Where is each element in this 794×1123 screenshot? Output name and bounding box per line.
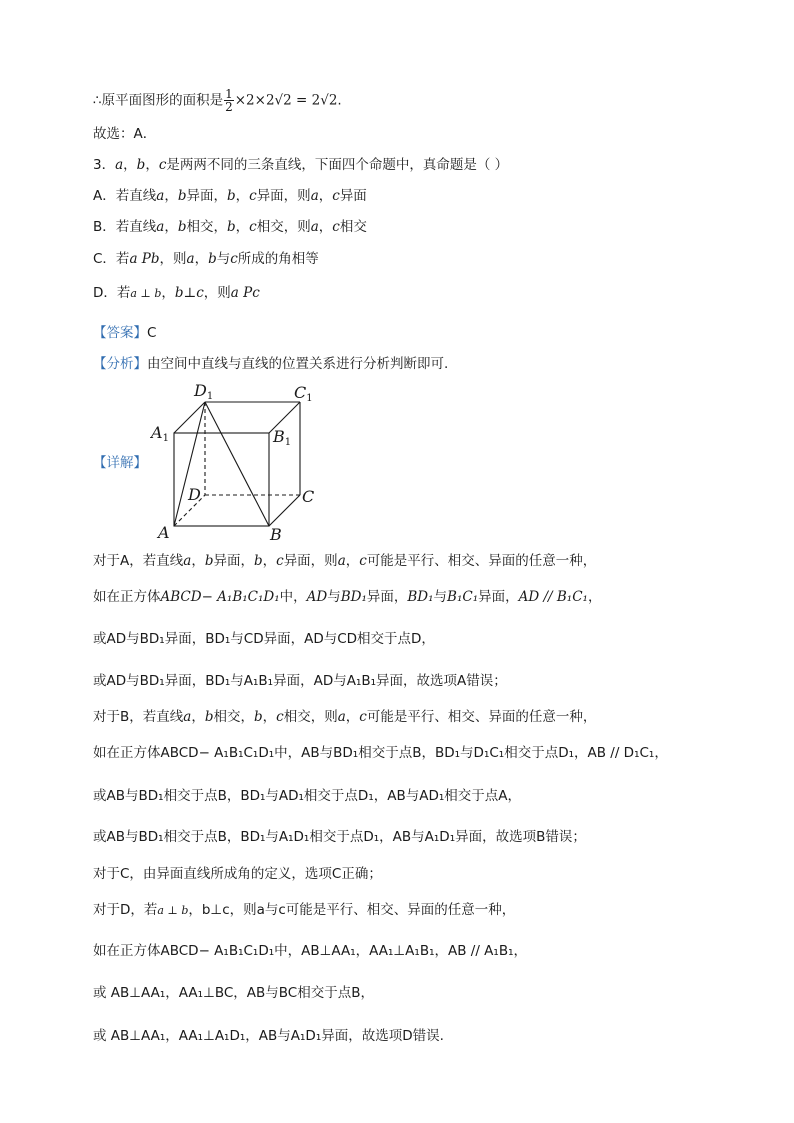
question-number: 3．	[93, 157, 116, 173]
var-a: a	[156, 188, 165, 204]
label-d: D	[188, 485, 201, 504]
edge-b-c	[269, 495, 300, 526]
text: 对于B，若直线	[93, 709, 184, 725]
edge-d1-b	[205, 402, 269, 526]
vector-perp: a ⊥ b	[157, 903, 189, 917]
var-c: c	[332, 219, 340, 235]
segment: B₁C₁	[447, 589, 479, 605]
var-c: c	[276, 709, 284, 725]
relation-a-b: a Pb	[129, 251, 160, 267]
text: ，	[587, 589, 602, 605]
solution-line-10	[93, 901, 515, 919]
solution-line-1: 对于A，若直线a，b异面，b，c异面，则a，c可能是平行、相交、异面的任意一种，	[93, 553, 597, 569]
vector-perp: a ⊥ b	[130, 286, 162, 300]
option-c-text-3: 所成的角相等	[237, 251, 319, 267]
text: 与	[327, 589, 341, 605]
option-a: A．若直线a，b异面，b，c异面，则a，c异面	[93, 188, 367, 204]
var-c: c	[359, 553, 367, 569]
solution-line-13: 或 AB⊥AA₁，AA₁⊥A₁D₁，AB与A₁D₁异面，故选项D错误.	[93, 1028, 444, 1044]
text: 与	[433, 589, 448, 605]
label-b1: B1	[273, 427, 292, 448]
var-b: b	[208, 251, 217, 267]
conclusion-text: ∴原平面图形的面积是	[93, 92, 224, 109]
option-b-label: B．若直线	[93, 219, 157, 235]
var-a: a	[115, 157, 124, 173]
area-conclusion-line	[93, 88, 342, 113]
var-b: b	[181, 903, 189, 917]
text: 可能是平行、相交、异面的任意一种，	[366, 553, 597, 569]
detail-tag: 【详解】	[93, 455, 147, 471]
segment: BD₁	[407, 589, 434, 605]
var-a: a	[337, 553, 346, 569]
option-a-text-1: 异面，	[186, 188, 227, 204]
var-a: a	[183, 709, 192, 725]
edge-a1-d1	[174, 402, 205, 433]
option-c-text-1: ，则	[159, 251, 187, 267]
label-b: B	[270, 525, 282, 544]
option-b-text-1: 相交，	[186, 219, 227, 235]
segment: BD₁	[340, 589, 367, 605]
var-a: a	[186, 251, 195, 267]
var-b: b	[253, 709, 263, 725]
edge-d1-a	[174, 402, 205, 526]
solution-line-5: 对于B，若直线a，b相交，b，c相交，则a，c可能是平行、相交、异面的任意一种，	[93, 709, 597, 725]
var-c: c	[359, 709, 367, 725]
detail-line	[93, 454, 147, 472]
analysis-line	[93, 355, 448, 373]
label-a1: A1	[151, 423, 169, 444]
cube-name: ABCD− A₁B₁C₁D₁	[160, 589, 280, 605]
option-d	[93, 284, 260, 302]
var-b: b	[204, 709, 214, 725]
text: 异面，	[213, 553, 254, 569]
var-c: c	[249, 188, 257, 204]
option-d-label: D．若	[93, 285, 131, 301]
text: 对于A，若直线	[93, 553, 184, 569]
question-3-stem: 3．a，b，c是两两不同的三条直线，下面四个命题中，真命题是（ ）	[93, 157, 509, 173]
solution-line-9: 对于C，由异面直线所成角的定义，选项C正确；	[93, 866, 382, 882]
period: .	[337, 92, 342, 109]
var-c: c	[276, 553, 284, 569]
relation-a-c: a Pc	[230, 285, 260, 301]
solution-line-3: 或AD与BD₁异面，BD₁与CD异面，AD与CD相交于点D，	[93, 631, 435, 647]
var-b: b	[253, 553, 263, 569]
solution-line-2	[93, 588, 601, 606]
var-a: a	[130, 286, 137, 300]
text: 相交，则	[283, 709, 338, 725]
var-b: b	[177, 188, 187, 204]
text: 异面，	[478, 589, 519, 605]
choice-line: 故选：A．	[93, 126, 157, 142]
fraction-denominator: 2	[225, 100, 233, 114]
option-c-text-2: 与	[216, 251, 231, 267]
solution-line-7: 或AB与BD₁相交于点B，BD₁与AD₁相交于点D₁，AB与AD₁相交于点A，	[93, 788, 522, 804]
text: 中，	[279, 589, 307, 605]
option-b-text-3: 相交	[339, 219, 367, 235]
relation-b-c: b⊥c	[174, 285, 204, 301]
answer-tag: 【答案】	[93, 325, 147, 341]
segment: AD	[306, 589, 328, 605]
cube-figure	[150, 376, 330, 546]
label-d1: D1	[194, 381, 214, 402]
text: ，b⊥c，则a与c可能是平行、相交、异面的任意一种，	[188, 902, 516, 918]
option-b: B．若直线a，b相交，b，c相交，则a，c相交	[93, 219, 367, 235]
text: 相交，	[213, 709, 254, 725]
answer-line	[93, 324, 156, 342]
var-c: c	[158, 157, 167, 173]
option-d-text-2: ，则	[203, 285, 231, 301]
label-a: A	[158, 523, 170, 542]
solution-line-6: 如在正方体ABCD− A₁B₁C₁D₁中，AB与BD₁相交于点B，BD₁与D₁C₁相交于点D₁，AB // D₁C₁，	[93, 745, 668, 761]
var-a: a	[156, 219, 165, 235]
option-b-text-2: 相交，则	[256, 219, 311, 235]
option-a-text-3: 异面	[339, 188, 367, 204]
var-b: b	[226, 219, 236, 235]
text: 如在正方体	[93, 589, 161, 605]
var-b: b	[226, 188, 236, 204]
fraction	[224, 88, 234, 113]
solution-line-4: 或AD与BD₁异面，BD₁与A₁B₁异面，AD与A₁B₁异面，故选项A错误；	[93, 673, 507, 689]
analysis-text: 由空间中直线与直线的位置关系进行分析判断即可.	[147, 356, 449, 372]
var-c: c	[230, 251, 238, 267]
var-c: c	[332, 188, 340, 204]
option-c: C．若a Pb，则a，b与c所成的角相等	[93, 251, 319, 267]
var-a: a	[183, 553, 192, 569]
option-a-label: A．若直线	[93, 188, 157, 204]
var-a: a	[337, 709, 346, 725]
var-c: c	[249, 219, 257, 235]
option-a-text-2: 异面，则	[256, 188, 311, 204]
area-expression: ×2×2√2 = 2√2	[234, 92, 338, 109]
solution-line-12: 或 AB⊥AA₁，AA₁⊥BC，AB与BC相交于点B，	[93, 985, 374, 1001]
parallel-relation: AD // B₁C₁	[518, 589, 588, 605]
var-b: b	[204, 553, 214, 569]
solution-line-8: 或AB与BD₁相交于点B，BD₁与A₁D₁相交于点D₁，AB与A₁D₁异面，故选项B错误；	[93, 829, 586, 845]
var-b: b	[136, 157, 146, 173]
text: 对于D，若	[93, 902, 158, 918]
analysis-tag: 【分析】	[93, 356, 147, 372]
label-c1: C1	[294, 383, 313, 404]
var-b: b	[154, 286, 162, 300]
label-c: C	[302, 487, 315, 506]
option-d-text-1: ，	[161, 285, 175, 301]
var-a: a	[310, 219, 319, 235]
var-b: b	[177, 219, 187, 235]
text: 可能是平行、相交、异面的任意一种，	[366, 709, 597, 725]
solution-line-11: 如在正方体ABCD− A₁B₁C₁D₁中，AB⊥AA₁，AA₁⊥A₁B₁，AB // A₁B₁，	[93, 943, 527, 959]
text: 异面，则	[283, 553, 338, 569]
question-text: 是两两不同的三条直线，下面四个命题中，真命题是（ ）	[166, 157, 509, 173]
text: 异面，	[366, 589, 408, 605]
var-a: a	[310, 188, 319, 204]
var-a: a	[157, 903, 164, 917]
option-c-label: C．若	[93, 251, 130, 267]
front-face	[174, 433, 269, 526]
fraction-numerator: 1	[225, 87, 233, 101]
answer-value: C	[147, 325, 157, 341]
